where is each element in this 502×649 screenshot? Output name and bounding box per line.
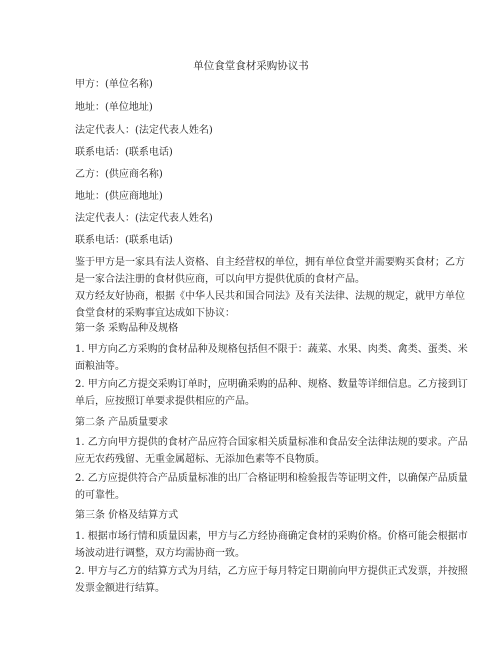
article2-item1 <box>75 434 468 468</box>
article1-item1-line: 1. 甲方向乙方采购的食材品种及规格包括但不限于：蔬菜、水果、肉类、禽类、蛋类、米 <box>75 344 468 355</box>
party-b-legal-rep: 法定代表人：(法定代表人姓名) <box>75 213 213 224</box>
article3-heading: 第三条 价格及结算方式 <box>75 510 179 521</box>
article3-item1 <box>75 528 468 562</box>
article1-item1 <box>75 341 468 375</box>
intro-line: 鉴于甲方是一家具有法人资格、自主经营权的单位，拥有单位食堂并需要购买食材；乙方 <box>75 257 465 268</box>
article2-item1-line: 1. 乙方向甲方提供的食材产品应符合国家相关质量标准和食品安全法律法规的要求。产品 <box>75 437 468 448</box>
article3-item1-line: 1. 根据市场行情和质量因素，甲方与乙方经协商确定食材的采购价格。价格可能会根据市 <box>75 531 468 542</box>
party-a-phone: 联系电话：(联系电话) <box>75 147 173 158</box>
party-b-phone: 联系电话：(联系电话) <box>75 235 173 246</box>
party-a-name: 甲方：(单位名称) <box>75 79 153 90</box>
article1-item2 <box>75 376 468 410</box>
article3-item2-line: 2. 甲方与乙方的结算方式为月结，乙方应于每月特定日期前向甲方提供正式发票，并按照 <box>75 566 468 577</box>
article3-item2-line: 发票金额进行结算。 <box>75 583 165 594</box>
article1-item2-line: 单后，应按照订单要求提供相应的产品。 <box>75 396 255 407</box>
agreement-paragraph <box>75 288 465 322</box>
agreement-line: 食堂食材的采购事宜达成如下协议： <box>75 308 235 319</box>
article1-heading: 第一条 采购品种及规格 <box>75 323 179 334</box>
document-title: 单位食堂食材采购协议书 <box>193 60 309 72</box>
intro-line: 是一家合法注册的食材供应商，可以向甲方提供优质的食材产品。 <box>75 274 365 285</box>
article2-item1-line: 应无农药残留、无重金属超标、无添加色素等不良物质。 <box>75 454 325 465</box>
agreement-line: 双方经友好协商，根据《中华人民共和国合同法》及有关法律、法规的规定，就甲方单位 <box>75 291 465 302</box>
party-a-address: 地址：(单位地址) <box>75 102 153 113</box>
article2-heading: 第二条 产品质量要求 <box>75 417 169 428</box>
party-a-legal-rep: 法定代表人：(法定代表人姓名) <box>75 125 213 136</box>
article1-item1-line: 面粮油等。 <box>75 361 125 372</box>
party-b-address: 地址：(供应商地址) <box>75 191 163 202</box>
party-b-name: 乙方：(供应商名称) <box>75 169 163 180</box>
article2-item2 <box>75 470 468 504</box>
intro-paragraph <box>75 254 465 288</box>
article3-item1-line: 场波动进行调整，双方均需协商一致。 <box>75 548 245 559</box>
article2-item2-line: 2. 乙方应提供符合产品质量标准的出厂合格证明和检验报告等证明文件，以确保产品质量 <box>75 473 468 484</box>
article3-item2 <box>75 563 468 597</box>
article1-item2-line: 2. 甲方向乙方提交采购订单时，应明确采购的品种、规格、数量等详细信息。乙方接到订 <box>75 379 468 390</box>
article2-item2-line: 的可靠性。 <box>75 490 125 501</box>
